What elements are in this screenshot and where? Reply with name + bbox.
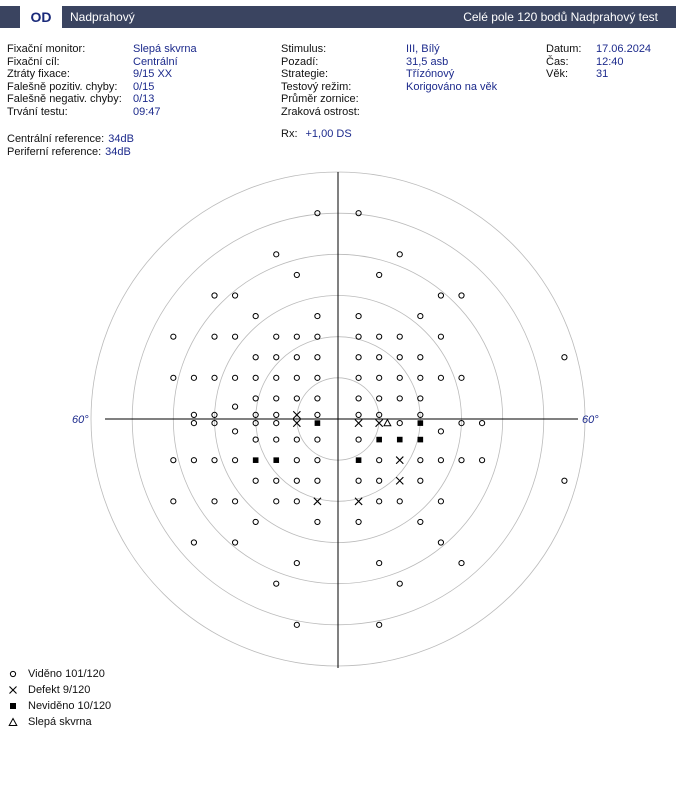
seen-point [377,334,382,339]
legend-item-blind-spot [8,714,111,730]
seen-point [253,375,258,380]
seen-point [294,375,299,380]
seen-point [356,375,361,380]
seen-point [315,211,320,216]
info-value: Centrální [133,55,178,68]
seen-point [232,540,237,545]
seen-point [397,252,402,257]
circle-icon [8,669,18,679]
seen-point [397,499,402,504]
unseen-point [315,420,321,426]
seen-point [253,478,258,483]
unseen-point [397,437,403,443]
info-label: Falešně negativ. chyby: [7,93,122,106]
info-value: 34dB [105,145,131,158]
seen-point [294,622,299,627]
seen-point [438,458,443,463]
seen-point [253,313,258,318]
info-value: 09:47 [133,105,161,118]
info-value: 31,5 asb [406,55,449,68]
seen-point [212,499,217,504]
info-label: Čas: [546,55,569,68]
seen-point [562,355,567,360]
seen-point [171,499,176,504]
seen-point [315,313,320,318]
info-value: 0/15 [133,80,155,93]
seen-point [315,334,320,339]
unseen-point [356,457,362,463]
seen-point [356,412,361,417]
seen-point [377,560,382,565]
seen-point [171,334,176,339]
seen-point [232,293,237,298]
info-label: Centrální reference: [7,133,105,145]
info-label: Trvání testu: [7,105,68,118]
seen-point [294,478,299,483]
seen-point [438,334,443,339]
seen-point [171,375,176,380]
square-icon [8,701,18,711]
left-axis-label: 60° [72,414,89,426]
info-value: 34dB [108,133,134,145]
info-label: Věk: [546,68,569,81]
right-axis-label: 60° [582,414,599,426]
legend-text: Slepá skvrna [28,716,92,728]
info-value: Korigováno na věk [406,80,498,93]
seen-point [418,458,423,463]
seen-point [438,293,443,298]
legend-item-seen [8,666,111,682]
unseen-point [376,437,382,443]
info-value: Třízónový [406,68,455,81]
seen-point [479,421,484,426]
seen-point [377,272,382,277]
seen-point [356,355,361,360]
rx-label: Rx: [281,128,298,140]
seen-point [274,412,279,417]
info-value: III, Bílý [406,43,440,55]
seen-point [253,355,258,360]
seen-point [191,458,196,463]
seen-point [294,355,299,360]
seen-point [377,478,382,483]
seen-point [171,458,176,463]
unseen-point [253,457,259,463]
legend-item-defect [8,682,111,698]
seen-point [294,437,299,442]
seen-point [294,499,299,504]
seen-point [212,458,217,463]
seen-point [438,540,443,545]
seen-point [253,437,258,442]
info-value: Slepá skvrna [133,43,197,55]
seen-point [232,334,237,339]
seen-point [232,499,237,504]
seen-point [397,334,402,339]
seen-point [418,313,423,318]
seen-point [315,412,320,417]
info-value: 12:40 [596,55,624,68]
info-label: Periferní reference: [7,145,102,158]
seen-point [315,519,320,524]
rx-value: +1,00 DS [305,128,352,140]
seen-point [232,458,237,463]
legend-text: Viděno 101/120 [28,668,105,680]
seen-point [418,355,423,360]
seen-point [356,334,361,339]
info-label: Testový režim: [281,80,352,93]
seen-point [377,375,382,380]
seen-point [418,375,423,380]
seen-point [397,355,402,360]
info-label: Fixační cíl: [7,55,60,68]
seen-point [253,396,258,401]
seen-point [377,355,382,360]
unseen-point [418,437,424,443]
seen-point [191,375,196,380]
seen-point [274,355,279,360]
seen-point [377,499,382,504]
seen-point [315,458,320,463]
seen-point [294,334,299,339]
seen-point [459,375,464,380]
seen-point [274,396,279,401]
info-value: 0/13 [133,93,155,106]
seen-point [294,396,299,401]
legend-text: Neviděno 10/120 [28,700,112,712]
legend [8,666,111,730]
seen-point [356,478,361,483]
seen-point [212,334,217,339]
info-label: Falešně pozitiv. chyby: [7,80,118,93]
seen-point [274,499,279,504]
seen-point [191,540,196,545]
seen-point [397,396,402,401]
seen-point [274,375,279,380]
defect-point [396,477,403,484]
unseen-point [273,457,279,463]
seen-point [191,412,196,417]
seen-point [438,429,443,434]
seen-point [397,421,402,426]
seen-point [315,478,320,483]
seen-point [459,458,464,463]
seen-point [315,375,320,380]
seen-point [356,396,361,401]
test-name: Celé pole 120 bodů Nadprahový test [463,10,658,24]
seen-point [274,478,279,483]
triangle-icon [8,717,18,727]
seen-point [418,478,423,483]
seen-point [356,437,361,442]
seen-point [294,458,299,463]
seen-point [438,375,443,380]
info-label: Strategie: [281,68,329,81]
legend-text: Defekt 9/120 [28,684,91,696]
eye-indicator: OD [20,6,62,28]
seen-point [191,421,196,426]
seen-point [232,429,237,434]
seen-point [274,581,279,586]
info-value: 17.06.2024 [596,43,652,55]
seen-point [294,272,299,277]
seen-point [459,560,464,565]
seen-point [418,396,423,401]
seen-point [562,478,567,483]
info-label: Datum: [546,43,582,55]
seen-point [253,519,258,524]
seen-point [274,252,279,257]
seen-point [356,211,361,216]
seen-point [377,458,382,463]
seen-point [377,396,382,401]
info-label: Zraková ostrost: [281,105,360,118]
info-label: Fixační monitor: [7,43,86,55]
seen-point [356,313,361,318]
seen-point [418,519,423,524]
unseen-point [418,420,424,426]
info-label: Stimulus: [281,43,327,55]
seen-point [274,334,279,339]
info-value: 31 [596,68,609,81]
info-label: Průměr zornice: [281,93,359,106]
seen-point [212,375,217,380]
seen-point [232,404,237,409]
seen-point [315,355,320,360]
seen-point [232,375,237,380]
seen-point [377,622,382,627]
test-mode: Nadprahový [70,10,135,24]
seen-point [315,437,320,442]
defect-point [355,420,362,427]
seen-point [397,581,402,586]
seen-point [459,293,464,298]
seen-point [212,293,217,298]
seen-point [274,421,279,426]
seen-point [356,519,361,524]
info-label: Pozadí: [281,55,319,68]
legend-item-unseen [8,698,111,714]
seen-point [438,499,443,504]
cross-icon [8,685,18,695]
seen-point [294,560,299,565]
defect-point [396,457,403,464]
blind-spot-point [384,420,391,426]
seen-point [479,458,484,463]
info-label: Ztráty fixace: [7,68,70,81]
info-value: 9/15 XX [133,68,173,81]
seen-point [274,437,279,442]
seen-point [397,375,402,380]
seen-point [315,396,320,401]
